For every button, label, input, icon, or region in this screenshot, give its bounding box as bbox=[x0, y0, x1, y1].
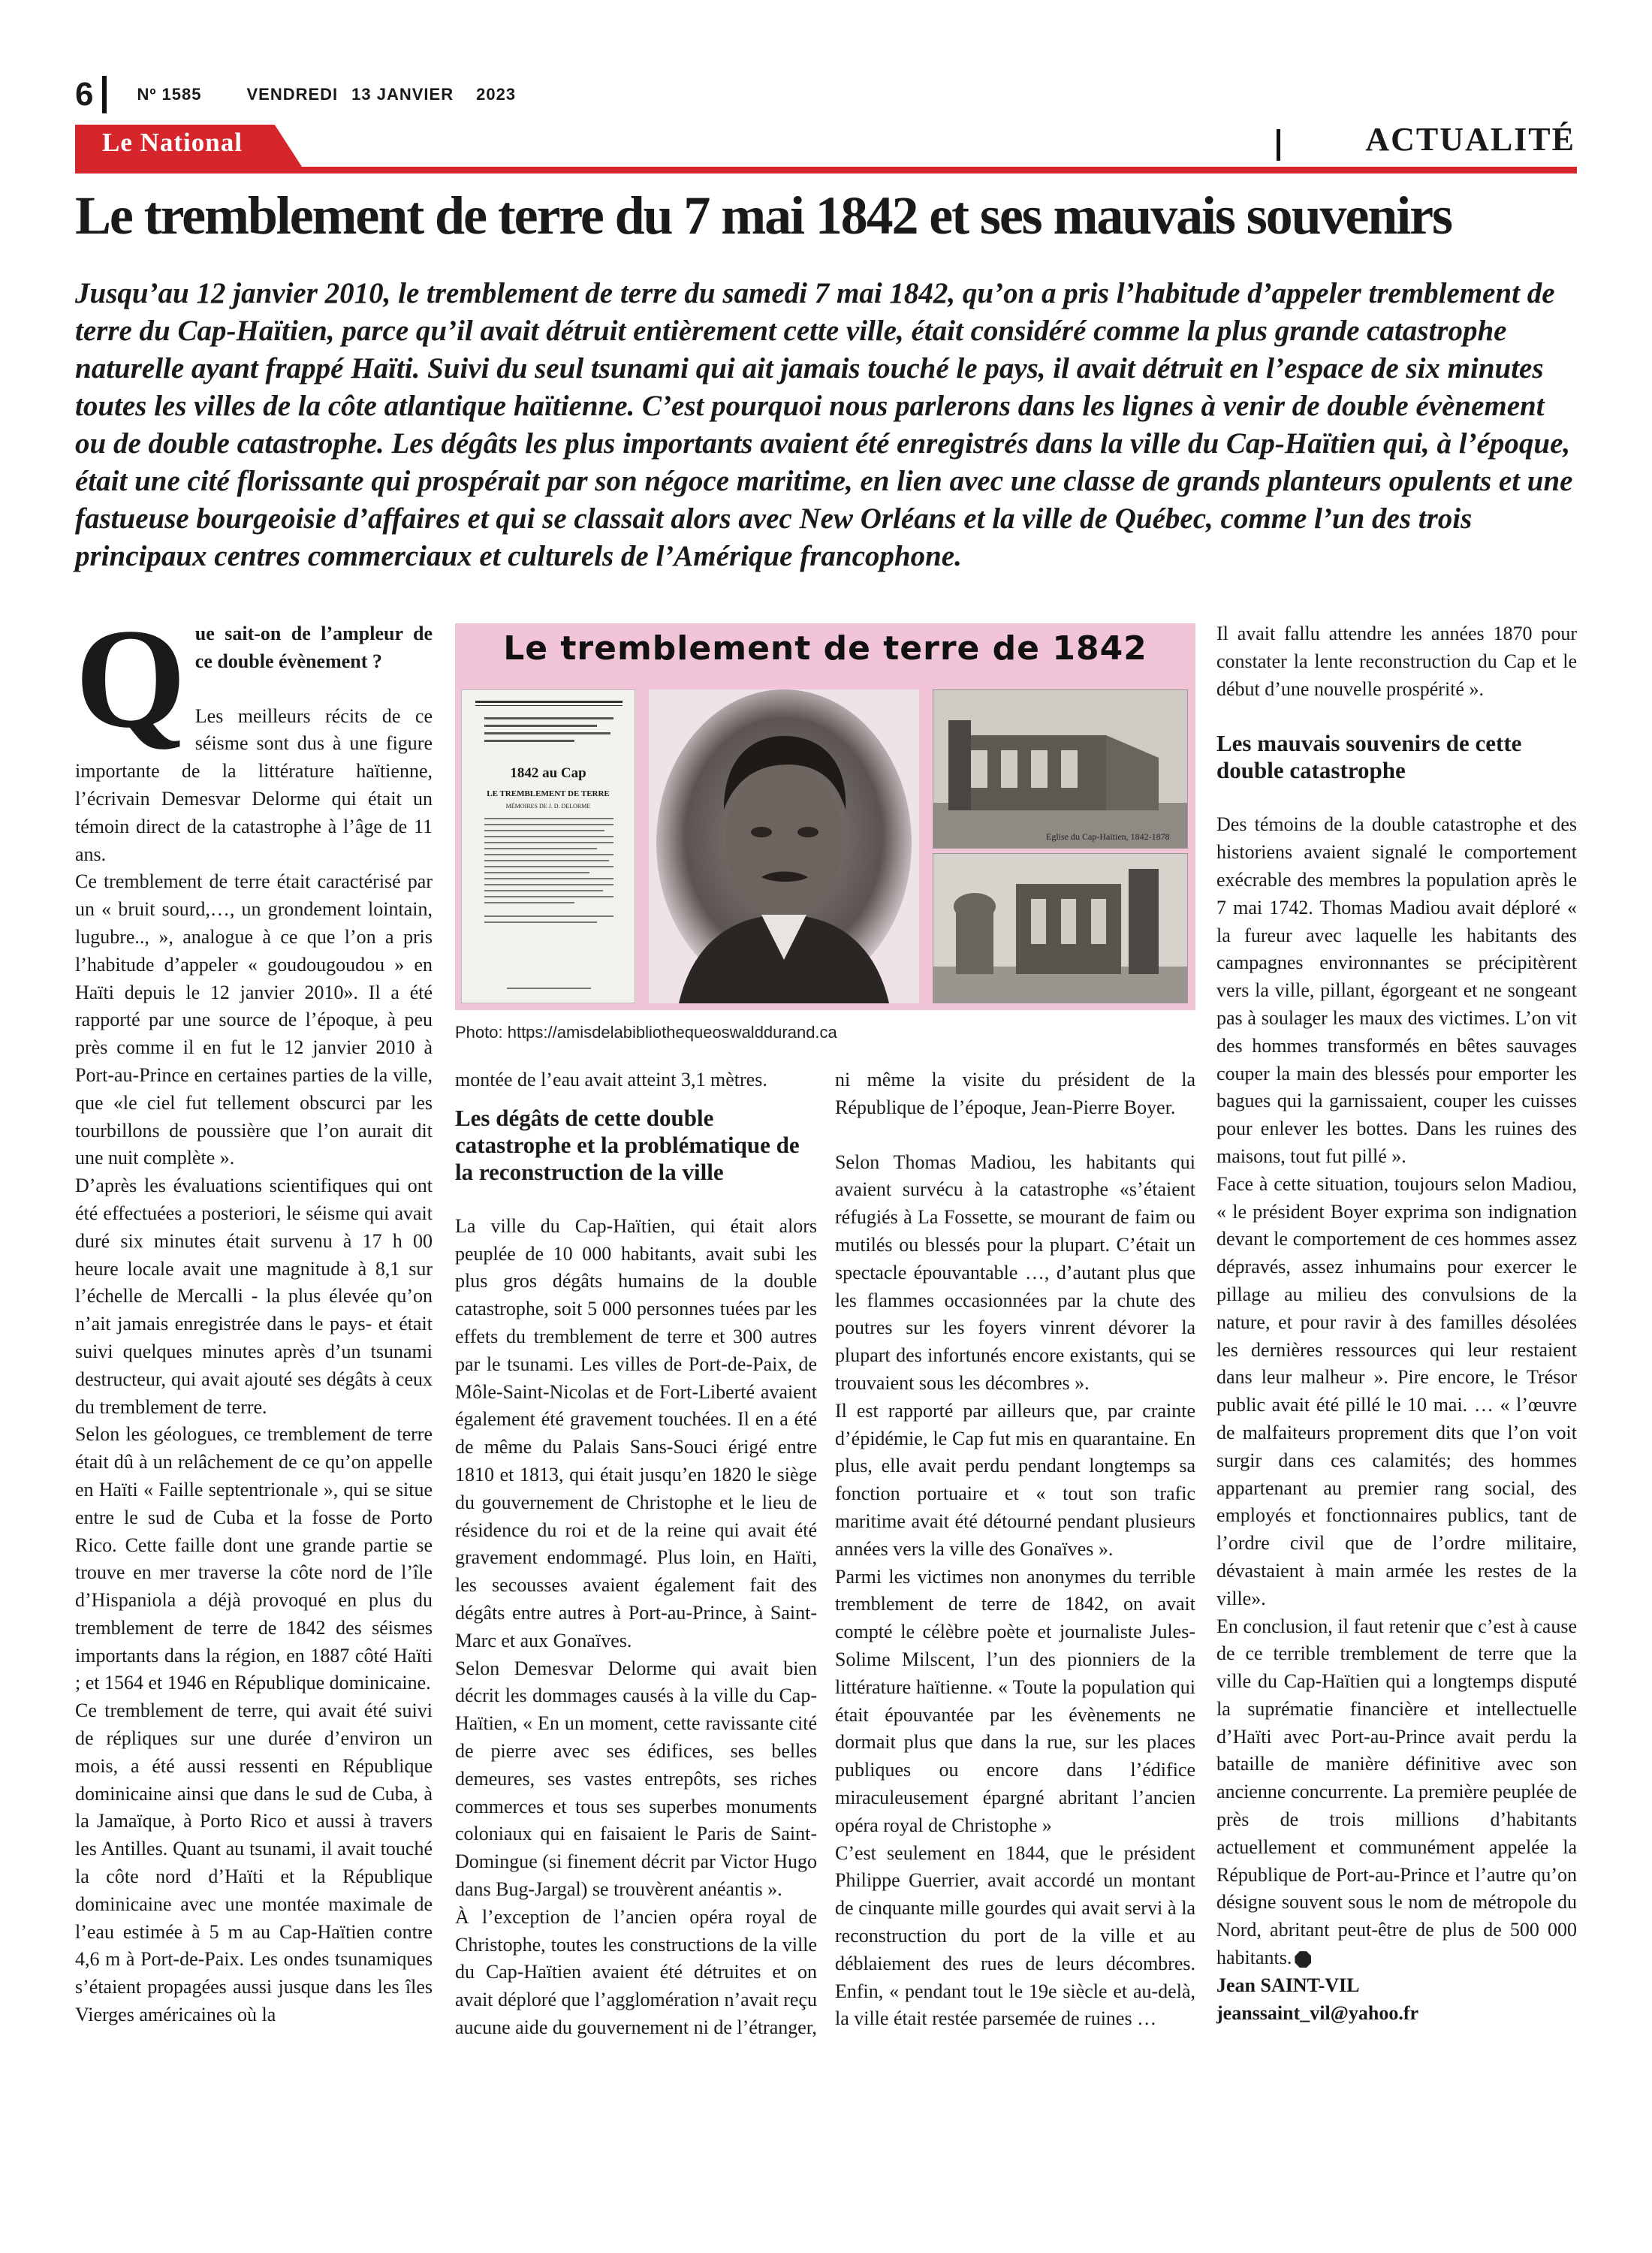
drop-cap: Q bbox=[75, 600, 186, 758]
paragraph: Ce tremblement de terre était caractérisé par un « bruit sourd,…, un grondement lointain, lugubre.., », analogue à ce que l’on a pris l’habitude d’appeler « goudougoudou » en Haïti depuis le 12 janvier 2010». Il a été rapporté par une source de l’époque, à peu près comme il en fut le 12 janvier 2010 à Port-au-Prince en certaines parties de la ville, que «le ciel fut tellement obscurci par les tourbillons de poussière que l’on aurait dit une nuit complète ». bbox=[75, 870, 433, 1169]
section-label: ACTUALITÉ bbox=[1365, 121, 1575, 158]
issue-number: Nº 1585 bbox=[137, 85, 202, 104]
book-page-image bbox=[461, 689, 635, 1003]
column-1 bbox=[75, 600, 433, 2029]
end-mark-icon bbox=[1295, 1951, 1311, 1968]
lead-paragraph: Jusqu’au 12 janvier 2010, le tremblement de terre du samedi 7 mai 1842, qu’on a pris l’habitude d’appeler tremblement de terre du Cap-Haïtien, parce qu’il avait détruit entièrement cette ville, était considéré comme la plus grande catastrophe naturelle ayant frappé Haïti. Suivi du seul tsunami qui ait jamais touché le pays, il avait détruit en l’espace de six minutes toutes les villes de la côte atlantique haïtienne. C’est pourquoi nous parlerons dans les lignes à venir de double évènement ou de double catastrophe. Les dégâts les plus importants avaient été enregistrés dans la ville du Cap-Haïtien qui, à l’époque, était une cité florissante qui prospérait par son négoce maritime, en lien avec une classe de grands planteurs opulents et une fastueuse bourgeoisie d’affaires et qui se classait alors avec New Orléans et la ville de Québec, comme l’un des trois principaux centres commerciaux et culturels de l’Amérique francophone. bbox=[75, 277, 1573, 572]
photo-credit: Photo: https://amisdelabibliothequeoswalddurand.ca bbox=[455, 1023, 837, 1042]
issue-day: VENDREDI bbox=[246, 85, 339, 104]
paragraph: Parmi les victimes non anonymes du terrible tremblement de terre de 1842, on avait compté le célèbre poète et journaliste Jules-Solime Milscent, l’un des pionniers de la littérature haïtienne. « Toute la population qui était épouvantée par les évènements ne dormait plus que dans la rue, sur les places publiques ou encore dans l’édifice miraculeusement épargné abritant l’ancien opéra royal de Christophe » bbox=[835, 1565, 1195, 1836]
book-subtitle: LE TREMBLEMENT DE TERRE bbox=[487, 789, 610, 798]
headline: Le tremblement de terre du 7 mai 1842 et ses mauvais souvenirs bbox=[75, 185, 1452, 246]
book-title: 1842 au Cap bbox=[510, 765, 586, 781]
author-email[interactable]: jeanssaint_vil@yahoo.fr bbox=[1216, 2001, 1419, 2024]
conclusion-text: En conclusion, il faut retenir que c’est à cause de ce terrible tremblement de terre que la ville du Cap-Haïtien qui a longtemps disputé la suprématie financière et intellectuelle d’Haïti avec Port-au-Prince avait perdu la bataille de manière définitive avec son ancienne concurrente. La première peuplée de près de trois millions d’habitants actuellement et communément appelée la République de Port-au-Prince et l’autre qu’on désigne souvent sous le nom de métropole du Nord, abritant peut-être de plus de 500 000 habitants. bbox=[1216, 1615, 1577, 1969]
subheading: Les mauvais souvenirs de cette double catastrophe bbox=[1216, 730, 1522, 784]
column-3 bbox=[835, 1066, 1195, 2033]
paragraph: Des témoins de la double catastrophe et des historiens avaient signalé le comportement exécrable des membres la population après le 7 mai 1742. Thomas Madiou avait déploré « la fureur avec laquelle les habitants des campagnes environnantes se précipitèrent vers la ville, pillant, égorgeant et ne songeant pas à soulager les maux des victimes. L’on vit des hommes transformés en bêtes sauvages couper la main des blessés pour emporter les bagues qui la garnissaient, couper les cuisses pour enlever les bottes. Dans les ruines des maisons, tout fut pillé ». bbox=[1216, 813, 1577, 1167]
subheading: Les dégâts de cette double catastrophe et la problématique de la reconstruction de la ville bbox=[455, 1104, 800, 1185]
paragraph: C’est seulement en 1844, que le président Philippe Guerrier, avait accordé un montant de cinquante mille gourdes qui avait servi à la reconstruction du port de la ville et au déblaiement des rues de leurs décombres. Enfin, « pendant tout le 19e siècle et au-delà, la ville était restée parsemée de ruines … bbox=[835, 1841, 1195, 2030]
paragraph: Selon Thomas Madiou, les habitants qui avaient survécu à la catastrophe «s’étaient réfugiés à La Fossette, se mourant de faim ou mutilés ou blessés pour la plupart. C’était un spectacle épouvantable …, d’autant plus que les flammes occasionnées par la chute des poutres sur les foyers vinrent dévorer la plupart des infortunés encore existants, qui se trouvaient sous les décombres ». bbox=[835, 1151, 1195, 1394]
author-name: Jean SAINT-VIL bbox=[1216, 1974, 1360, 1996]
church-caption: Eglise du Cap-Haïtien, 1842-1878 bbox=[1046, 831, 1170, 842]
paragraph: Ce tremblement de terre, qui avait été suivi de répliques sur une durée d’environ un mois, a été aussi ressenti en République dominicaine ainsi que dans le sud de Cuba, à la Jamaïque, à Porto Rico et aussi à travers les Antilles. Quant au tsunami, il avait touché la côte nord d’Haïti et la République dominicaine avec une montée maximale de l’eau estimée à 5 m au Cap-Haïtien contre 4,6 m à Port-de-Paix. Les ondes tsunamiques s’étaient propagées aussi jusque dans les îles Vierges américaines où la bbox=[75, 1700, 433, 2026]
header-divider bbox=[102, 76, 107, 113]
paragraph: À l’exception de l’ancien opéra royal de Christophe, toutes les constructions de la ville du Cap-Haïtien avaient été détruites et on avait déploré que l’agglomération n’avait reçu aucune aide du gouvernement ni de l’étranger, bbox=[455, 1905, 817, 2038]
paragraph: montée de l’eau avait atteint 3,1 mètres. bbox=[455, 1069, 767, 1090]
paragraph-conclusion bbox=[1216, 1613, 1577, 1972]
issue-date: 13 JANVIER bbox=[351, 85, 454, 104]
ruins-photo-top bbox=[933, 689, 1188, 849]
book-author: MÉMOIRES DE J. D. DELORME bbox=[505, 803, 591, 810]
paragraph: ni même la visite du président de la République de l’époque, Jean-Pierre Boyer. bbox=[835, 1069, 1195, 1118]
opening-question: ue sait-on de l’ampleur de ce double évènement ? bbox=[194, 623, 433, 672]
paragraph: Selon Demesvar Delorme qui avait bien décrit les dommages causés à la ville du Cap-Haïtien, « En un moment, cette ravissante cité de pierre avec ses édifices, ses belles demeures, ses vastes entrepôts, ses riches commerces et tous ses superbes monuments coloniaux qui en faisaient le Paris de Saint-Domingue (si finement décrit par Victor Hugo dans Bug-Jargal) se trouvèrent anéantis ». bbox=[455, 1657, 817, 1900]
article-photo bbox=[455, 623, 1195, 1010]
paragraph: Les meilleurs récits de ce séisme sont dus à une figure importante de la littérature haïtienne, l’écrivain Demesvar Delorme qui était un témoin direct de la catastrophe à l’âge de 11 ans. bbox=[75, 704, 433, 865]
paragraph: La ville du Cap-Haïtien, qui était alors peuplée de 10 000 habitants, avait subi les plus gros dégâts humains de la double catastrophe, soit 5 000 personnes tuées par les effets du tremblement de terre et 300 autres par le tsunami. Les villes de Port-de-Paix, de Môle-Saint-Nicolas et de Fort-Liberté avaient également été gravement touchées. Il en a été de même du Palais Sans-Souci érigé entre 1810 et 1813, qui était jusqu’en 1820 le siège du gouvernement de Christophe et le lieu de résidence du roi et de la reine qui avait été gravement endommagé. Plus loin, en Haïti, les secousses avaient également fait des dégâts entre autres à Port-au-Prince, à Saint-Marc et aux Gonaïves. bbox=[455, 1214, 817, 1651]
photo-title: Le tremblement de terre de 1842 bbox=[503, 629, 1147, 668]
paragraph: Selon les géologues, ce tremblement de terre était dû à un relâchement de ce qu’on appelle en Haïti « Faille septentrionale », qui se situe entre le sud de Cuba et la fosse de Porto Rico. Cette faille dont une grande partie se trouve en mer traverse la côte nord de l’île d’Hispaniola a déjà provoqué en plus du tremblement de terre de 1842 des séismes importants dans la région, en 1887 côté Haïti ; et 1564 et 1946 en République dominicaine. bbox=[75, 1423, 433, 1694]
paragraph: Il avait fallu attendre les années 1870 pour constater la lente reconstruction du Cap et le début d’une nouvelle prospérité ». bbox=[1216, 623, 1577, 700]
ruins-photo-bottom bbox=[933, 853, 1188, 1003]
portrait-photo bbox=[649, 689, 919, 1003]
issue-year: 2023 bbox=[476, 85, 517, 104]
column-2 bbox=[455, 1066, 817, 2042]
header-rule bbox=[75, 167, 1577, 173]
paragraph: Face à cette situation, toujours selon Madiou, « le président Boyer exprima son indignation devant le comportement de ces hommes assez dépravés, assez inhumains pour exercer le pillage au milieu des convulsions de la nature, et pour ravir à des familles désolées les dernières ressources qui leur restaient dans leur malheur ». Pire encore, le Trésor public avait été pillé le 10 mai. … « l’œuvre de malfaiteurs proprement dits que l’on voit surgir dans ces calamités; des hommes appartenant au premier rang social, des employés et fonctionnaires publics, tant de l’ordre civil que de l’ordre militaire, dévastaient à main armée les restes de la ville». bbox=[1216, 1172, 1577, 1609]
newspaper-brand: Le National bbox=[102, 128, 243, 157]
paragraph: Il est rapporté par ailleurs que, par crainte d’épidémie, le Cap fut mis en quarantaine. En plus, elle avait perdu pendant longtemps sa fonction portuaire et « tout son trafic maritime avait été détourné pendant plusieurs années vers la ville des Gonaïves ». bbox=[835, 1399, 1195, 1560]
column-4 bbox=[1216, 620, 1577, 2027]
section-divider bbox=[1277, 129, 1280, 161]
paragraph: D’après les évaluations scientifiques qui ont été effectuées a posteriori, le séisme qui avait duré six minutes était survenu à 17 h 00 heure locale avait une magnitude à 8,1 sur l’échelle de Mercalli - la plus élevée qu’on n’ait jamais enregistrée dans le pays- et était suivi quelques minutes après d’un tsunami destructeur, qui avait ajouté ses dégâts à ceux du tremblement de terre. bbox=[75, 1175, 433, 1418]
page-header bbox=[75, 72, 561, 117]
page-number: 6 bbox=[75, 76, 94, 113]
